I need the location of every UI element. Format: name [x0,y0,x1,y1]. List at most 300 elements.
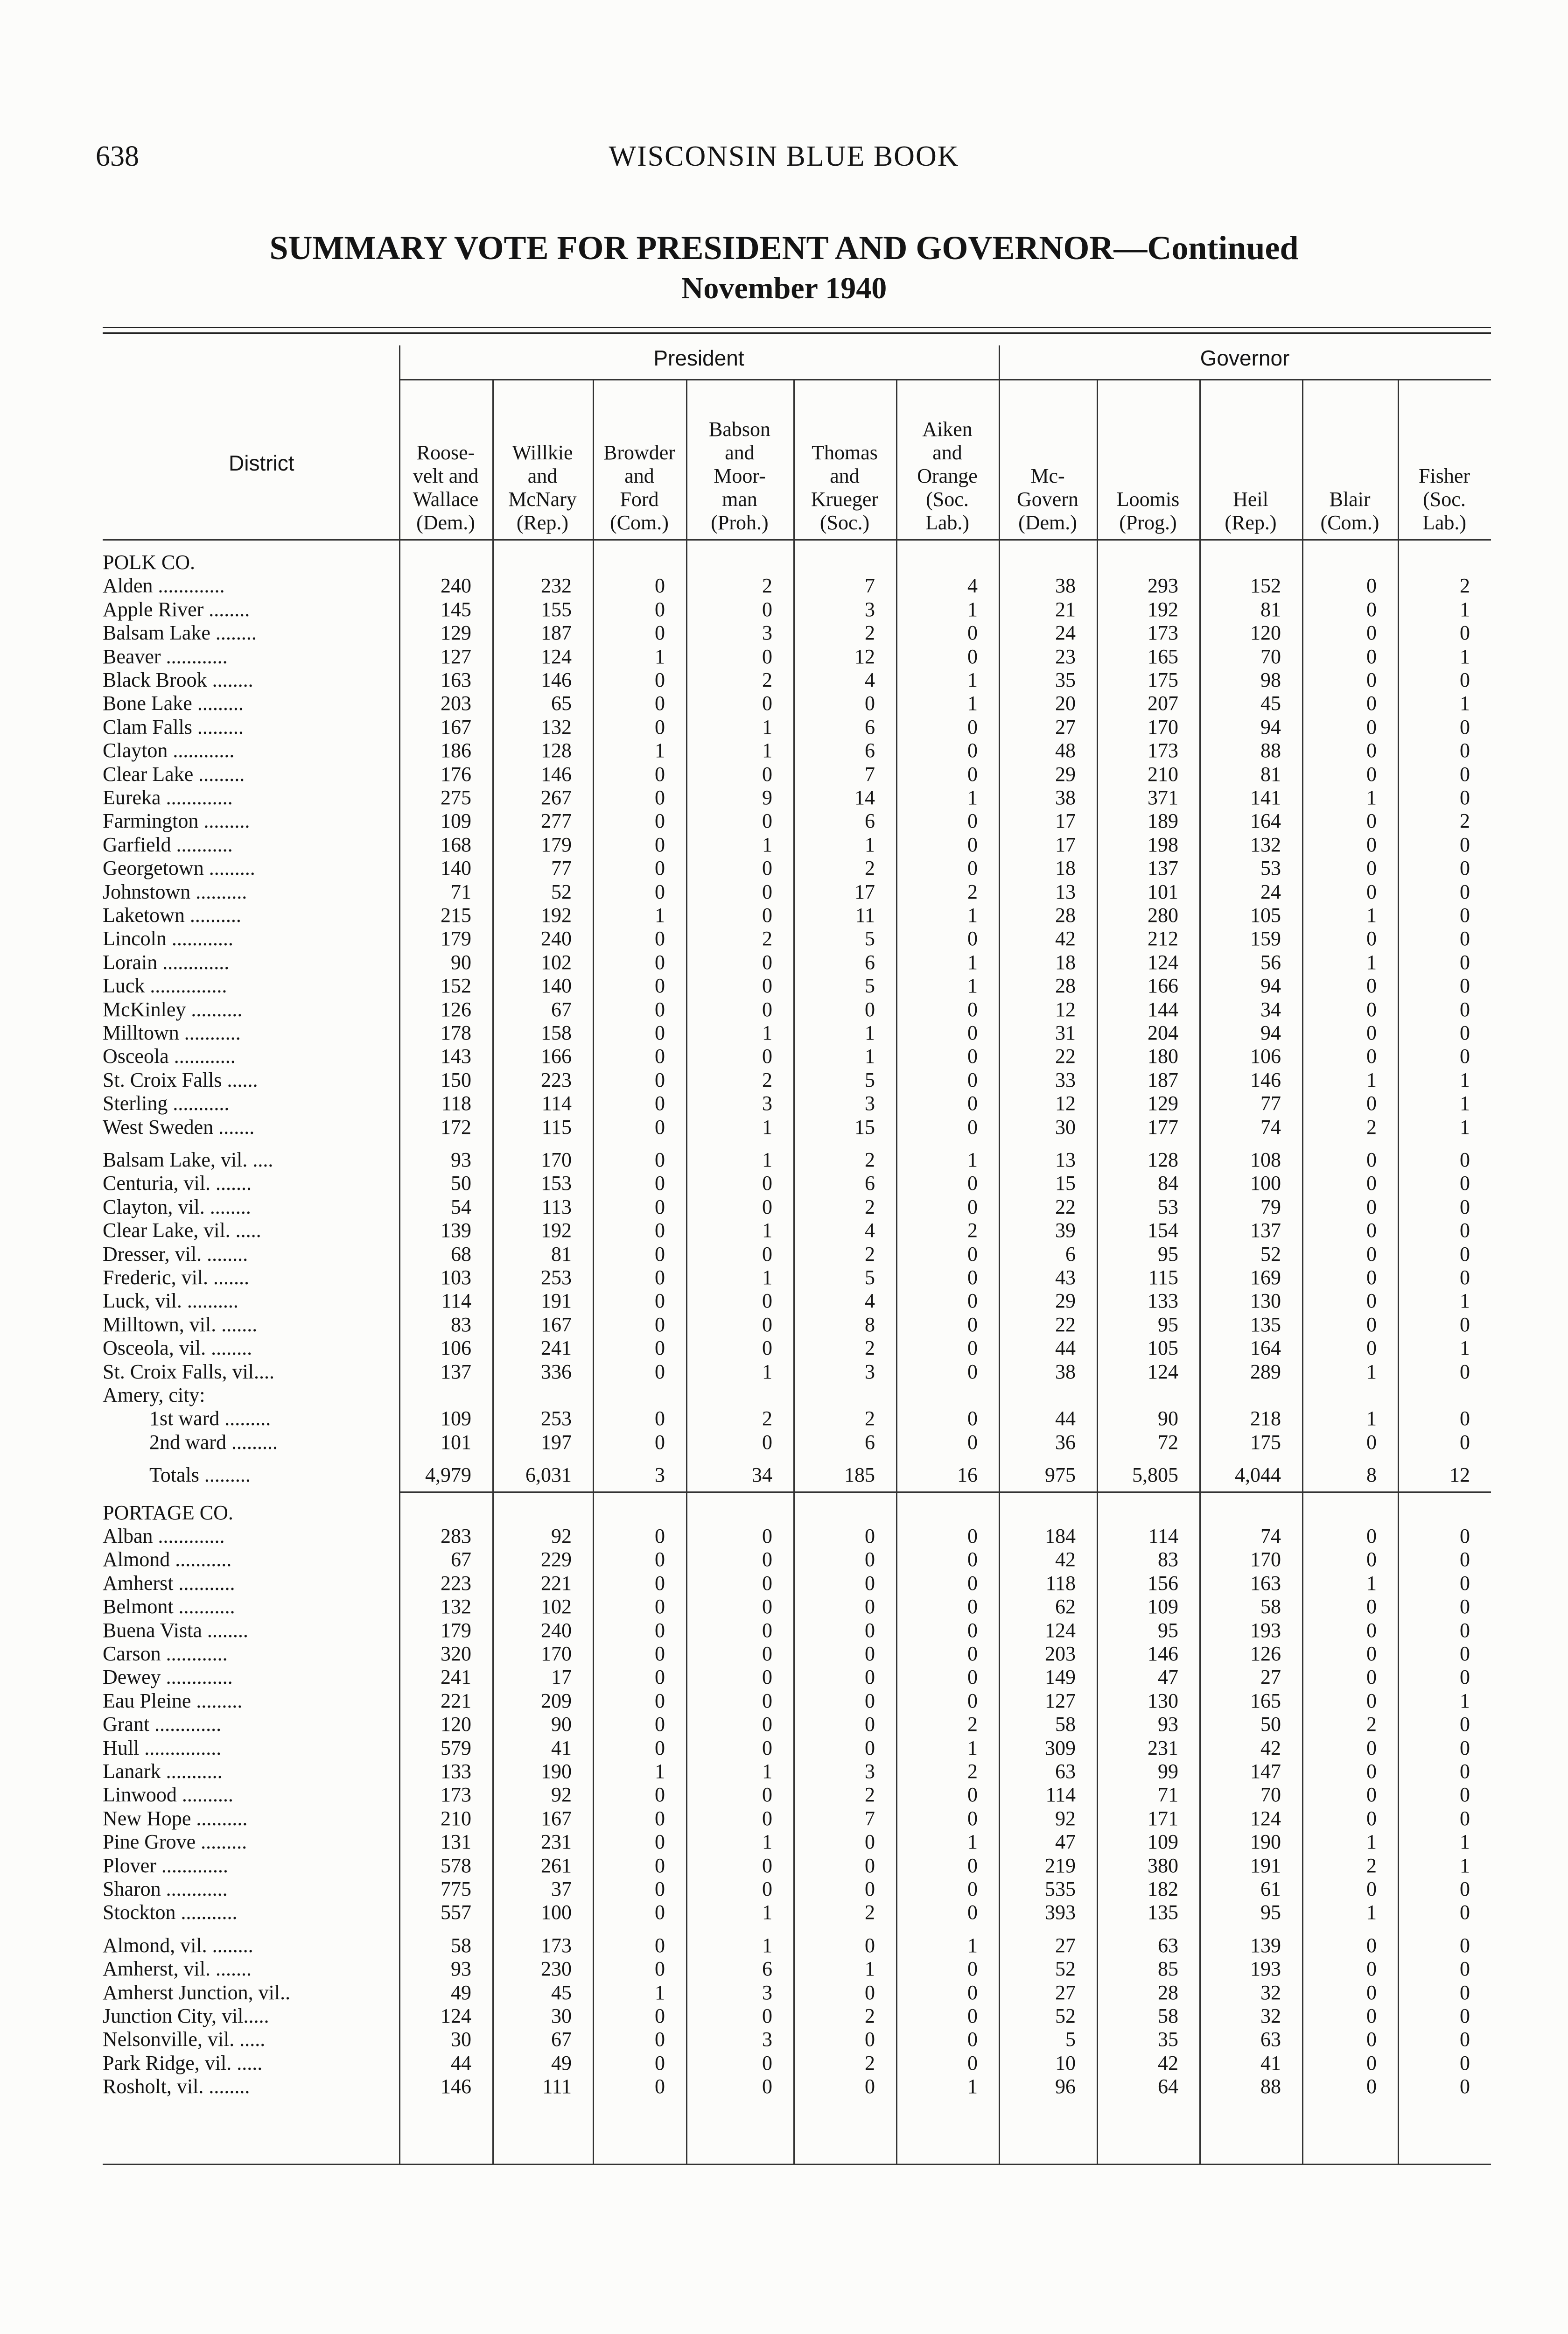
vote-blair: 0 [1366,1736,1377,1759]
vote-loomis: 101 [1148,880,1178,903]
district-name: Alden ............. [103,574,225,598]
vote-loomis: 83 [1158,1548,1178,1571]
district-name: Grant ............. [103,1713,222,1736]
district-name: 2nd ward ......... [149,1430,278,1454]
vote-babson: 0 [762,904,772,927]
vote-babson: 6 [762,1957,772,1981]
vote-mcgovern: 52 [1055,2004,1076,2027]
vote-browder: 0 [655,927,665,950]
column-header-babson: Moor- [714,464,766,487]
column-header-heil: Heil [1233,488,1268,511]
vote-browder: 0 [655,1901,665,1924]
district-name: Frederic, vil. ....... [103,1266,250,1289]
table-row [103,1713,1491,1736]
table-row [103,1266,1491,1289]
vote-aiken: 0 [967,2051,978,2074]
vote-heil: 32 [1260,2004,1281,2027]
table-row [103,1243,1491,1266]
vote-browder: 0 [655,668,665,691]
district-name: Dresser, vil. ........ [103,1242,248,1265]
vote-browder: 0 [655,809,665,833]
vote-browder: 0 [655,2004,665,2027]
vote-thomas: 12 [854,645,875,668]
vote-fisher: 0 [1460,715,1470,738]
vote-fisher: 1 [1460,1830,1470,1854]
vote-fisher: 0 [1460,998,1470,1021]
column-header-mcgovern: (Dem.) [1018,511,1077,534]
vote-blair: 0 [1366,1525,1377,1547]
county-row [103,1501,1491,1525]
vote-mcgovern: 44 [1055,1336,1076,1360]
vote-babson: 1 [762,1830,772,1854]
vote-willkie: 146 [541,668,572,691]
table-row [103,1045,1491,1068]
vote-loomis: 115 [1148,1266,1178,1289]
vote-aiken: 0 [967,1195,978,1218]
vote-mcgovern: 43 [1055,1266,1076,1289]
vote-roosevelt: 114 [441,1289,471,1313]
vote-babson: 0 [762,880,772,903]
vote-thomas: 6 [865,1430,875,1454]
vote-roosevelt: 275 [441,786,471,809]
vote-thomas: 4 [865,1219,875,1242]
vote-loomis: 173 [1148,739,1178,762]
table-row [103,1407,1491,1430]
vote-thomas: 0 [865,1933,875,1957]
vote-mcgovern: 22 [1055,1195,1076,1218]
vote-babson: 0 [762,1571,772,1595]
vote-heil: 58 [1260,1595,1281,1618]
vote-roosevelt: 178 [441,1021,471,1044]
vote-thomas: 2 [865,1336,875,1360]
vote-roosevelt: 120 [441,1713,471,1736]
district-name: Sharon ............ [103,1877,228,1900]
vote-aiken: 0 [967,927,978,950]
vote-blair: 2 [1366,1115,1377,1139]
group-divider [399,379,1491,380]
vote-loomis: 210 [1148,762,1178,786]
column-header-roosevelt: (Dem.) [416,511,475,534]
vote-heil: 27 [1260,1666,1281,1689]
vote-mcgovern: 10 [1055,2051,1076,2074]
top-rule-2 [103,332,1491,334]
vote-loomis: 63 [1158,1933,1178,1957]
vote-heil: 139 [1250,1933,1281,1957]
column-header-willkie: (Rep.) [516,511,569,534]
vote-browder: 0 [655,2075,665,2098]
governor-group-label: Governor [1200,346,1290,370]
vote-willkie: 77 [551,857,572,880]
vote-mcgovern: 5 [1065,2028,1076,2051]
vote-roosevelt: 68 [451,1242,471,1265]
vote-blair: 0 [1366,1195,1377,1218]
vote-willkie: 166 [541,1045,572,1068]
vote-browder: 0 [655,1854,665,1877]
vote-loomis: 166 [1148,974,1178,998]
vote-willkie: 100 [541,1901,572,1924]
vote-loomis: 129 [1148,1092,1178,1115]
vote-blair: 0 [1366,1981,1377,2004]
vote-fisher: 0 [1460,904,1470,927]
vote-roosevelt: 106 [441,1336,471,1360]
vote-blair: 0 [1366,927,1377,950]
vote-loomis: 173 [1148,621,1178,645]
district-name: Nelsonville, vil. ..... [103,2028,266,2051]
vote-heil: 169 [1250,1266,1281,1289]
vote-aiken: 0 [967,1242,978,1265]
district-name: Almond, vil. ........ [103,1933,253,1957]
vote-thomas: 7 [865,1807,875,1830]
vote-loomis: 177 [1148,1115,1178,1139]
table-row [103,1619,1491,1642]
vote-aiken: 0 [967,1430,978,1454]
column-header-fisher: Lab.) [1422,511,1467,534]
district-name: West Sweden ....... [103,1115,255,1139]
vote-willkie: 158 [541,1021,572,1044]
vote-blair: 0 [1366,1430,1377,1454]
vote-roosevelt: 133 [441,1760,471,1783]
district-name: Clam Falls ......... [103,715,244,738]
vote-thomas: 3 [865,1092,875,1115]
vote-mcgovern: 38 [1055,786,1076,809]
district-name: Farmington ......... [103,809,250,833]
vote-browder: 0 [655,1666,665,1689]
vote-blair: 0 [1366,1595,1377,1618]
vote-browder: 0 [655,1266,665,1289]
district-name: Milltown, vil. ....... [103,1313,258,1336]
vote-babson: 1 [762,1115,772,1139]
vote-babson: 3 [762,2028,772,2051]
vote-mcgovern: 22 [1055,1313,1076,1336]
vote-babson: 0 [762,692,772,715]
vote-babson: 0 [762,1595,772,1618]
vote-babson: 1 [762,833,772,856]
vote-fisher: 1 [1460,1336,1470,1360]
vote-willkie: 221 [541,1571,572,1595]
vote-heil: 141 [1250,786,1281,809]
vote-fisher: 1 [1460,692,1470,715]
vote-thomas: 4 [865,1289,875,1313]
district-name: Rosholt, vil. ........ [103,2075,250,2098]
table-row [103,857,1491,880]
vote-babson: 0 [762,1336,772,1360]
vote-browder: 0 [655,1571,665,1595]
vote-blair: 0 [1366,2028,1377,2051]
district-name: Clear Lake, vil. ..... [103,1219,261,1242]
vote-roosevelt: 132 [441,1595,471,1618]
vote-browder: 0 [655,1172,665,1195]
vote-willkie: 187 [541,621,572,645]
vote-roosevelt: 103 [441,1266,471,1289]
vote-aiken: 0 [967,1172,978,1195]
district-name: Laketown .......... [103,904,241,927]
vote-willkie: 153 [541,1172,572,1195]
table-row [103,692,1491,715]
vote-mcgovern: 42 [1055,1548,1076,1571]
page-title: SUMMARY VOTE FOR PRESIDENT AND GOVERNOR—Continued [269,229,1299,267]
vote-blair: 8 [1366,1463,1377,1487]
vote-willkie: 67 [551,2028,572,2051]
vote-browder: 0 [655,692,665,715]
book-title: WISCONSIN BLUE BOOK [609,141,959,172]
vote-willkie: 170 [541,1148,572,1171]
vote-blair: 0 [1366,1783,1377,1807]
vote-thomas: 3 [865,1760,875,1783]
vote-mcgovern: 24 [1055,621,1076,645]
vote-aiken: 0 [967,1289,978,1313]
vote-fisher: 0 [1460,927,1470,950]
vote-fisher: 0 [1460,880,1470,903]
vote-babson: 0 [762,598,772,621]
vote-loomis: 146 [1148,1642,1178,1665]
vote-aiken: 0 [967,2004,978,2027]
vote-roosevelt: 118 [441,1092,471,1115]
vote-willkie: 17 [551,1666,572,1689]
vote-thomas: 6 [865,1172,875,1195]
vote-aiken: 0 [967,1045,978,1068]
column-header-aiken: Lab.) [925,511,970,534]
vote-aiken: 0 [967,1407,978,1430]
vote-browder: 0 [655,950,665,974]
column-header-thomas: Krueger [811,488,879,511]
vote-thomas: 5 [865,1266,875,1289]
vote-thomas: 2 [865,857,875,880]
vote-babson: 2 [762,1407,772,1430]
district-name: Amherst Junction, vil.. [103,1981,291,2004]
vote-aiken: 1 [967,1148,978,1171]
vote-mcgovern: 39 [1055,1219,1076,1242]
vote-heil: 94 [1260,715,1281,738]
vote-roosevelt: 173 [441,1783,471,1807]
district-name: Almond ........... [103,1548,232,1571]
vote-mcgovern: 27 [1055,1981,1076,2004]
vote-roosevelt: 578 [441,1854,471,1877]
district-name: Johnstown .......... [103,880,247,903]
vote-blair: 0 [1366,1148,1377,1171]
table-row [103,598,1491,621]
vote-roosevelt: 150 [441,1068,471,1091]
vote-aiken: 0 [967,1854,978,1877]
vote-fisher: 0 [1460,1783,1470,1807]
district-name: Eureka ............. [103,786,233,809]
vote-willkie: 229 [541,1548,572,1571]
vote-willkie: 37 [551,1877,572,1900]
vote-aiken: 0 [967,762,978,786]
column-header-babson: man [722,488,757,511]
vote-blair: 1 [1366,950,1377,974]
vote-fisher: 0 [1460,950,1470,974]
vote-fisher: 0 [1460,2028,1470,2051]
vote-loomis: 71 [1158,1783,1178,1807]
vote-blair: 0 [1366,1266,1377,1289]
vote-willkie: 65 [551,692,572,715]
vote-loomis: 64 [1158,2075,1178,2098]
vote-browder: 0 [655,1195,665,1218]
vote-blair: 0 [1366,1666,1377,1689]
district-name: Dewey ............. [103,1666,233,1689]
vote-fisher: 1 [1460,1689,1470,1712]
vote-browder: 0 [655,1045,665,1068]
vote-heil: 56 [1260,950,1281,974]
column-header-loomis: (Prog.) [1119,511,1177,534]
table-row [103,1116,1491,1139]
vote-blair: 0 [1366,1689,1377,1712]
vote-mcgovern: 149 [1045,1666,1076,1689]
vote-browder: 0 [655,1595,665,1618]
vote-roosevelt: 67 [451,1548,471,1571]
vote-babson: 0 [762,2051,772,2074]
vote-roosevelt: 54 [451,1195,471,1218]
vote-babson: 0 [762,1689,772,1712]
vote-thomas: 2 [865,621,875,645]
column-header-mcgovern: Govern [1017,488,1078,511]
vote-thomas: 1 [865,833,875,856]
table-row [103,1360,1491,1384]
table-row [103,1069,1491,1092]
vote-aiken: 1 [967,1830,978,1854]
table-row [103,621,1491,645]
vote-babson: 0 [762,1525,772,1547]
vote-mcgovern: 20 [1055,692,1076,715]
vote-browder: 0 [655,786,665,809]
district-name: Belmont ........... [103,1595,235,1618]
vote-loomis: 95 [1158,1313,1178,1336]
vote-thomas: 8 [865,1313,875,1336]
vote-willkie: 223 [541,1068,572,1091]
vote-aiken: 0 [967,1642,978,1665]
vote-thomas: 0 [865,2028,875,2051]
vote-aiken: 0 [967,1901,978,1924]
vote-heil: 81 [1260,762,1281,786]
vote-babson: 0 [762,1666,772,1689]
vote-browder: 0 [655,1713,665,1736]
vote-heil: 152 [1250,574,1281,598]
table-row [103,1760,1491,1783]
vote-willkie: 231 [541,1830,572,1854]
vote-browder: 0 [655,1783,665,1807]
vote-aiken: 0 [967,1618,978,1642]
vote-browder: 1 [655,1760,665,1783]
column-header-roosevelt: Roose- [416,441,475,464]
vote-blair: 1 [1366,786,1377,809]
vote-loomis: 99 [1158,1760,1178,1783]
vote-babson: 0 [762,1713,772,1736]
vote-thomas: 0 [865,1689,875,1712]
column-header-willkie: and [527,464,558,487]
vote-roosevelt: 186 [441,739,471,762]
vote-browder: 0 [655,1736,665,1759]
vote-fisher: 0 [1460,1021,1470,1044]
vote-thomas: 5 [865,927,875,950]
vote-babson: 2 [762,574,772,598]
district-name: Apple River ........ [103,598,250,621]
vote-browder: 1 [655,739,665,762]
vote-heil: 105 [1250,904,1281,927]
vote-blair: 0 [1366,1219,1377,1242]
vote-aiken: 0 [967,857,978,880]
vote-blair: 0 [1366,1933,1377,1957]
vote-fisher: 0 [1460,668,1470,691]
district-name: Clear Lake ......... [103,762,245,786]
vote-blair: 0 [1366,1548,1377,1571]
vote-babson: 0 [762,1854,772,1877]
vote-thomas: 6 [865,809,875,833]
vote-browder: 0 [655,1807,665,1830]
vote-heil: 193 [1250,1618,1281,1642]
vote-willkie: 253 [541,1266,572,1289]
vote-heil: 137 [1250,1219,1281,1242]
vote-loomis: 95 [1158,1618,1178,1642]
vote-thomas: 0 [865,1666,875,1689]
vote-aiken: 0 [967,621,978,645]
district-name: Luck ............... [103,974,227,998]
vote-heil: 77 [1260,1092,1281,1115]
vote-loomis: 109 [1148,1830,1178,1854]
vote-babson: 9 [762,786,772,809]
vote-browder: 0 [655,1092,665,1115]
vote-heil: 52 [1260,1242,1281,1265]
vote-loomis: 84 [1158,1172,1178,1195]
table-row [103,786,1491,809]
vote-babson: 0 [762,857,772,880]
vote-roosevelt: 176 [441,762,471,786]
vote-browder: 0 [655,762,665,786]
vote-loomis: 144 [1148,998,1178,1021]
vote-thomas: 185 [844,1463,875,1487]
vote-blair: 0 [1366,2075,1377,2098]
district-name: Bone Lake ......... [103,692,244,715]
vote-loomis: 137 [1148,857,1178,880]
vote-browder: 0 [655,1219,665,1242]
district-name: St. Croix Falls ...... [103,1068,258,1091]
vote-blair: 2 [1366,1854,1377,1877]
vote-fisher: 0 [1460,1981,1470,2004]
vote-blair: 0 [1366,1289,1377,1313]
vote-aiken: 1 [967,904,978,927]
vote-blair: 0 [1366,1957,1377,1981]
vote-mcgovern: 28 [1055,974,1076,998]
vote-fisher: 0 [1460,2004,1470,2027]
vote-roosevelt: 241 [441,1666,471,1689]
vote-heil: 98 [1260,668,1281,691]
vote-heil: 108 [1250,1148,1281,1171]
district-name: Balsam Lake ........ [103,621,257,645]
vote-loomis: 187 [1148,1068,1178,1091]
table-row [103,1830,1491,1854]
vote-roosevelt: 240 [441,574,471,598]
column-header-browder: (Com.) [610,511,669,534]
vote-browder: 0 [655,998,665,1021]
vote-browder: 0 [655,1430,665,1454]
vote-aiken: 2 [967,880,978,903]
vote-loomis: 47 [1158,1666,1178,1689]
vote-blair: 1 [1366,1571,1377,1595]
vote-fisher: 0 [1460,1571,1470,1595]
vote-mcgovern: 22 [1055,1045,1076,1068]
district-name: Alban ............. [103,1525,225,1547]
column-header-aiken: (Soc. [926,488,969,511]
vote-aiken: 0 [967,1783,978,1807]
vote-browder: 1 [655,904,665,927]
district-name: Osceola ............ [103,1045,236,1068]
vote-roosevelt: 129 [441,621,471,645]
table-row [103,1548,1491,1571]
vote-roosevelt: 167 [441,715,471,738]
vote-loomis: 192 [1148,598,1178,621]
vote-babson: 0 [762,1736,772,1759]
vote-mcgovern: 58 [1055,1713,1076,1736]
vote-loomis: 109 [1148,1595,1178,1618]
